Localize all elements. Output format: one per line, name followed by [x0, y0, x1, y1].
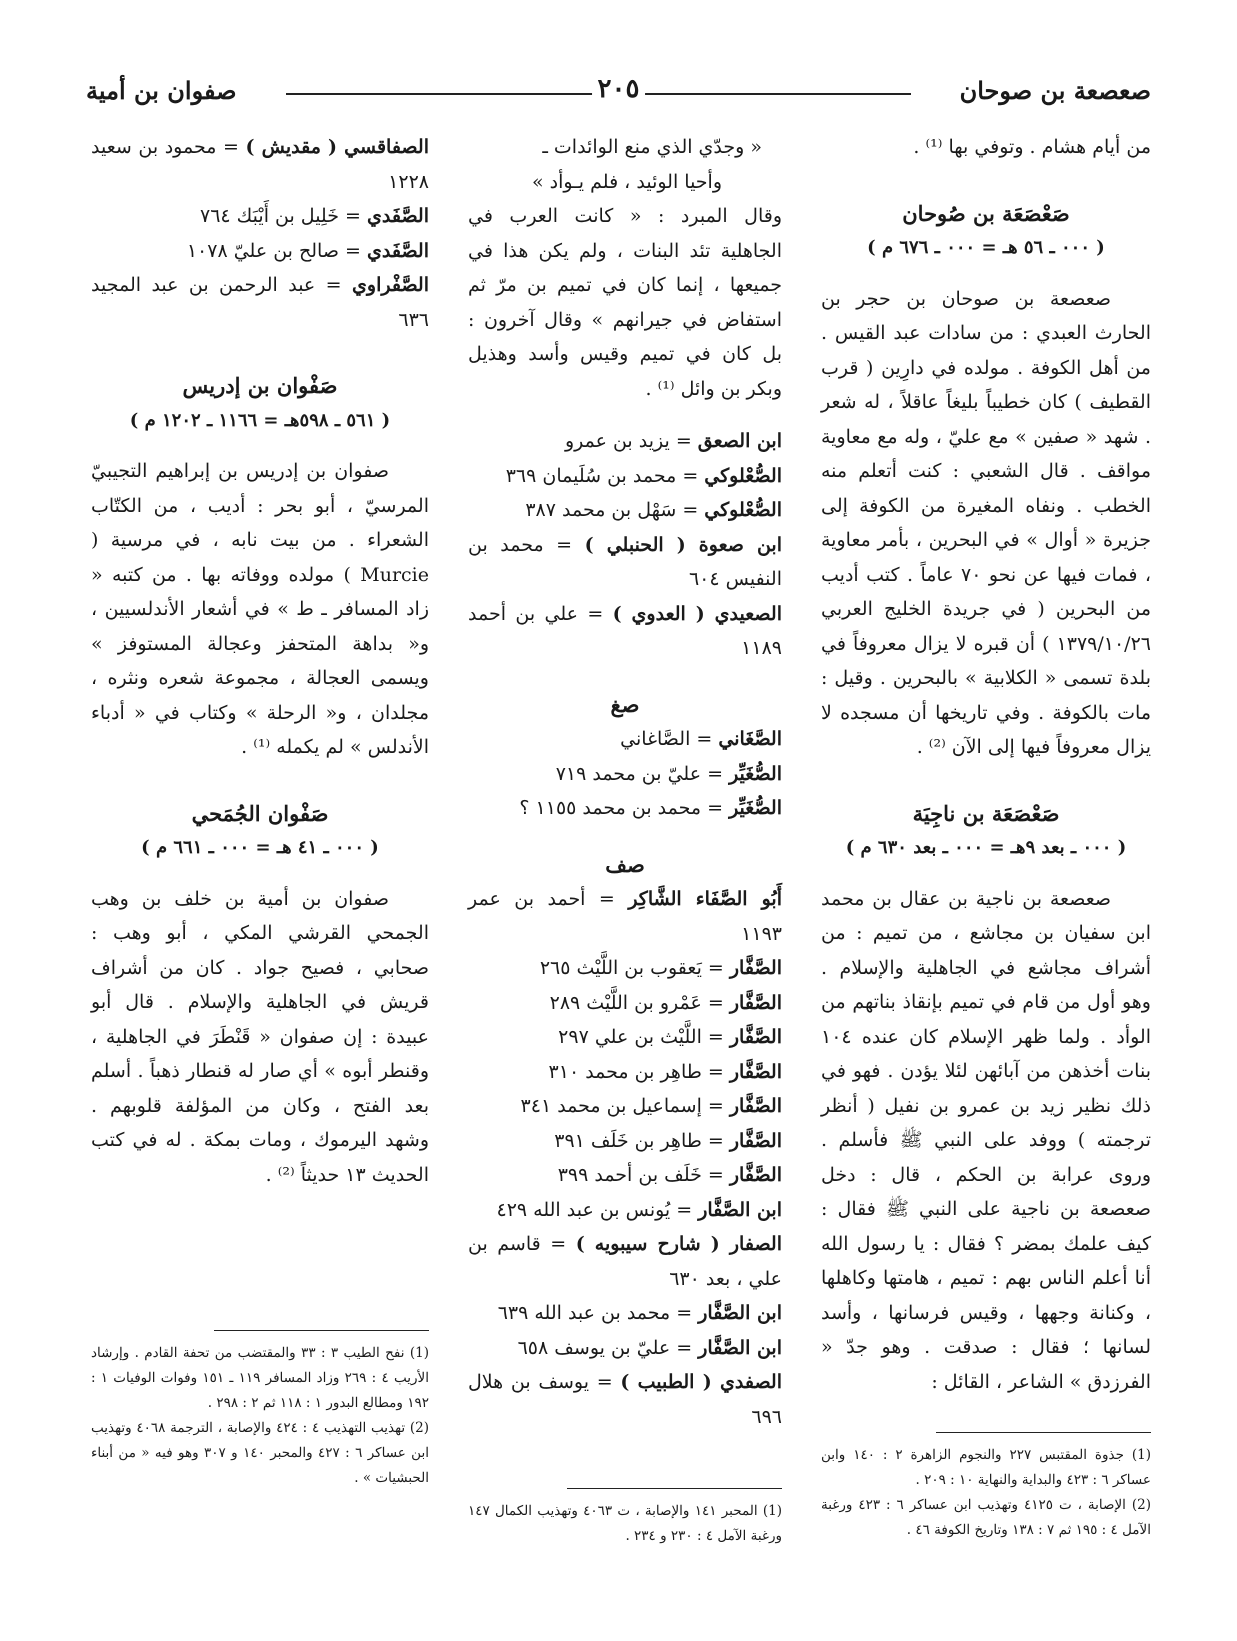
index-entry-ref: = إسماعيل بن محمد ٣٤١ — [520, 1095, 724, 1117]
entry-dates: ( ٠٠٠ ـ ٤١ هـ = ٠٠٠ ـ ٦٦١ م ) — [141, 837, 379, 858]
entry-title: صَعْصَعَة بن ناجِيَة — [912, 800, 1060, 826]
entry-dates: ( ٠٠٠ ـ بعد ٩هـ = ٠٠٠ ـ بعد ٦٣٠ م ) — [845, 837, 1127, 858]
index-entry-name: ابن صعوة ( الحنبلي ) — [584, 533, 782, 556]
index-entry — [468, 722, 782, 757]
footnote: (2) الإصابة ، ت ٤١٢٥ وتهذيب ابن عساكر ٦ : ٤٢٣ ورغبة الآمل ٤ : ١٩٥ ثم ٧ : ١٣٨ وتاريخ الكوفة ٤٦ . — [821, 1497, 1151, 1538]
running-header — [86, 74, 1151, 114]
entry-dates: ( ٠٠٠ ـ ٥٦ هـ = ٠٠٠ ـ ٦٧٦ م ) — [867, 237, 1105, 258]
header-left-title: صفوان بن أمية — [86, 76, 237, 105]
column-middle — [468, 130, 782, 1434]
header-rule-left — [286, 93, 601, 95]
index-list — [468, 882, 782, 1434]
index-entry — [468, 528, 782, 597]
index-entry — [468, 1055, 782, 1090]
index-entry-name: الصُّعْلوكي — [704, 499, 782, 521]
footnote-rule — [214, 1330, 429, 1331]
index-entry-ref: = أحمد بن عمر ١١٩٣ — [468, 888, 782, 945]
index-entry-name: الصَّفَّار — [729, 1026, 782, 1048]
index-entry-name: الصَّفَدي — [366, 239, 429, 262]
index-entry-name: الصُّغَيِّر — [729, 762, 782, 785]
index-entry — [468, 1124, 782, 1159]
index-entry — [468, 1331, 782, 1366]
index-entry — [468, 1089, 782, 1124]
index-entry-ref: = يَعقوب بن اللَّيْث ٢٦٥ — [539, 957, 724, 979]
index-entry-ref: = محمد بن سُلَيمان ٣٦٩ — [505, 464, 699, 487]
footnote: (1) نفح الطيب ٣ : ٣٣ والمقتضب من تحفة القادم . وإرشاد الأريب ٤ : ٢٦٩ وزاد المسافر ١١٩ ـ ١٥١ وفوات الوفيات ١ : ١٩٢ ومطالع البدور ١ : ١١٨ ثم ٢ : ٢٩٨ . — [91, 1345, 429, 1411]
continuation-text: من أيام هشام . وتوفي بها ⁽¹⁾ . — [913, 136, 1151, 158]
footnote: (1) جذوة المقتبس ٢٢٧ والنجوم الزاهرة ٢ : ١٤٠ وابن عساكر ٦ : ٤٢٣ والبداية والنهاية ١٠ : ٢٠٩ . — [821, 1447, 1151, 1488]
entry-title: صَفْوان بن إدريس — [182, 373, 338, 398]
index-entry-ref: = الصَّاغاني — [620, 728, 713, 750]
header-rule-right — [606, 93, 911, 95]
entry-body: صعصعة بن صوحان بن حجر بن الحارث العبدي : من سادات عبد القيس . من أهل الكوفة . مولده في دارِين ( قرب القطيف ) كان خطيباً بليغاً عاقلاً ، له شعر . شهد « صفين » مع عليّ ، وله مع معاوية مواقف . قال الشعبي : كنت أتعلم منه الخطب . ونفاه المغيرة من الكوفة إلى جزيرة « أوال » في البحرين ، بأمر معاوية ، فمات فيها عن نحو ٧٠ عاماً . كتب أديب من البحرين ( في جريدة الخليج العربي ١٣٧٩/١٠/٢٦ ) أن قبره لا يزال معروفاً في بلدة تسمى « الكلابية » بالبحرين . وقيل : مات بالكوفة . وفي تاريخها أن مسجده لا يزال معروفاً فيها إلى الآن ⁽²⁾ . — [821, 287, 1151, 758]
index-entry-name: الصعيدي ( العدوي ) — [612, 602, 782, 625]
index-entry — [468, 597, 782, 666]
footnotes-left — [91, 1330, 429, 1491]
index-entry-ref: = عليّ بن يوسف ٦٥٨ — [517, 1336, 693, 1359]
index-entry — [91, 234, 429, 269]
index-entry-ref: = يزيد بن عمرو — [564, 430, 692, 452]
index-entry-ref: = سَهْل بن محمد ٣٨٧ — [525, 499, 699, 521]
index-entry — [468, 986, 782, 1021]
section-heading: صغ — [610, 691, 640, 717]
index-entry — [468, 1193, 782, 1228]
index-entry-ref: = يُونس بن عبد الله ٤٢٩ — [496, 1198, 693, 1221]
index-entry-name: الصَّفَّار — [729, 957, 782, 979]
index-entry-name: ابن الصَّفَّار — [698, 1198, 782, 1221]
index-entry — [468, 1365, 782, 1434]
index-entry — [468, 459, 782, 494]
index-entry-ref: = علي بن أحمد ١١٨٩ — [468, 602, 782, 659]
index-entry-ref: = محمد بن عبد الله ٦٣٩ — [497, 1302, 693, 1324]
index-entry — [468, 493, 782, 528]
index-entry-ref: = اللَّيْث بن علي ٢٩٧ — [558, 1026, 724, 1048]
header-right-title: صعصعة بن صوحان — [959, 76, 1151, 105]
index-entry — [468, 424, 782, 459]
index-entry-name: الصُّغَيِّر — [729, 797, 782, 819]
index-entry-ref: = عَمْرو بن اللَّيْث ٢٨٩ — [549, 991, 724, 1014]
index-entry-ref: = محمود بن سعيد ١٢٢٨ — [91, 136, 429, 193]
footnotes-right — [821, 1432, 1151, 1543]
index-entry — [468, 757, 782, 792]
index-entry-name: الصَّفَّار — [729, 1095, 782, 1117]
index-entry-ref: = محمد بن محمد ١١٥٥ ؟ — [519, 797, 724, 819]
index-entry-name: الصَّفَّار — [729, 1164, 782, 1186]
index-entry-name: الصَّفَّار — [729, 1129, 782, 1152]
column-left — [91, 130, 429, 1192]
footnote-rule — [936, 1432, 1151, 1433]
footnotes-middle — [468, 1488, 782, 1549]
index-entry-ref: = طاهِر بن محمد ٣١٠ — [548, 1060, 724, 1083]
footnote-rule — [567, 1488, 782, 1489]
index-entry-name: الصُّعْلوكي — [704, 464, 782, 487]
footnote: (1) المحبر ١٤١ والإصابة ، ت ٤٠٦٣ وتهذيب الكمال ١٤٧ ورغبة الآمل ٤ : ٢٣٠ و ٢٣٤ . — [468, 1503, 782, 1544]
index-entry — [468, 1296, 782, 1331]
index-list — [91, 130, 429, 337]
verse-line: « وجدّي الذي منع الوائدات ـ — [542, 136, 762, 158]
index-entry-name: الصفار ( شارح سيبويه ) — [575, 1233, 783, 1255]
index-entry — [91, 130, 429, 199]
index-entry-name: أَبُو الصَّفَاء الشَّاكِر — [628, 888, 783, 910]
index-entry — [468, 1227, 782, 1296]
index-entry-ref: = طاهِر بن خَلَف ٣٩١ — [554, 1129, 724, 1152]
index-entry-ref: = خَلِيل بن أَيْبَك ٧٦٤ — [200, 205, 361, 227]
index-entry-ref: = عبد الرحمن بن عبد المجيد ٦٣٦ — [91, 274, 429, 331]
index-entry-name: ابن الصَّفَّار — [698, 1336, 782, 1359]
index-list — [468, 424, 782, 666]
index-entry-name: ابن الصَّفَّار — [698, 1302, 782, 1324]
index-entry-ref: = قاسم بن علي ، بعد ٦٣٠ — [468, 1233, 782, 1290]
index-entry-ref: = يوسف بن هلال ٦٩٦ — [468, 1371, 782, 1428]
index-entry-ref: = خَلَف بن أحمد ٣٩٩ — [557, 1164, 724, 1186]
entry-body: صفوان بن أمية بن خلف بن وهب الجمحي القرشي المكي ، أبو وهب : صحابي ، فصيح جواد . كان من أشراف قريش في الجاهلية والإسلام . قال أبو عبيدة : إن صفوان « قَنْطَرَ في الجاهلية ، وقنطر أبوه » أي صار له قنطار ذهباً . أسلم بعد الفتح ، وكان من المؤلفة قلوبهم . وشهد اليرموك ، ومات بمكة . له في كتب الحديث ١٣ حديثاً ⁽²⁾ . — [91, 887, 429, 1186]
index-entry-name: الصفاقسي ( مقديش ) — [245, 136, 429, 158]
index-entry — [468, 791, 782, 826]
page-number: ٢٠٥ — [592, 74, 646, 104]
index-list — [468, 722, 782, 826]
verse-line: وأحيا الوئيد ، فلم يـوأد » — [532, 170, 722, 193]
index-entry — [468, 1020, 782, 1055]
entry-body: صعصعة بن ناجية بن عقال بن محمد ابن سفيان بن مجاشع ، من تميم : من أشراف مجاشع في الجاهلية والإسلام . وهو أول من قام في تميم بإنقاذ بناتهم من الوأد . ولما ظهر الإسلام كان عنده ١٠٤ بنات أخذهن من آبائهن لئلا يؤدن . فهو في ذلك نظير زيد بن عمرو بن نفيل ( أنظر ترجمته ) ووفد على النبي ﷺ فأسلم . وروى عرابة بن الحكم ، قال : دخل صعصعة بن ناجية على النبي ﷺ فقال : كيف علمك بمضر ؟ فقال : يا رسول الله أنا أعلم الناس بهم : تميم ، هامتها وكاهلها ، وكنانة وجهها ، وقيس فرسانها ، وأسد لسانها ؛ فقال : صدقت . وهو جدّ « الفرزدق » الشاعر ، القائل : — [821, 887, 1151, 1393]
index-entry-name: الصَّفَّار — [729, 991, 782, 1014]
footnote: (2) تهذيب التهذيب ٤ : ٤٢٤ والإصابة ، الترجمة ٤٠٦٨ وتهذيب ابن عساكر ٦ : ٤٢٧ والمحبر ١٤٠ و ٣٠٧ وهو فيه « من أبناء الحبشيات » . — [91, 1420, 430, 1486]
index-entry-ref: = عليّ بن محمد ٧١٩ — [555, 762, 724, 785]
index-entry-ref: = صالح بن عليّ ١٠٧٨ — [186, 239, 361, 262]
index-entry — [468, 951, 782, 986]
index-entry-name: الصفدي ( الطبيب ) — [620, 1371, 782, 1393]
entry-title: صَفْوان الجُمَحي — [191, 800, 329, 826]
index-entry — [91, 199, 429, 234]
entry-dates: ( ٥٦١ ـ ٥٩٨هـ = ١١٦٦ ـ ١٢٠٢ م ) — [129, 409, 391, 431]
entry-title: صَعْصَعَة بن صُوحان — [902, 200, 1070, 226]
index-entry-name: الصَّغَاني — [718, 728, 782, 750]
index-entry-name: الصَّفْراوي — [352, 274, 429, 296]
index-entry-name: الصَّفَّار — [729, 1060, 782, 1083]
entry-body: وقال المبرد : « كانت العرب في الجاهلية تئد البنات ، ولم يكن هذا في جميعها ، إنما كان في تميم بن مرّ ثم استفاض في جيرانهم » وقال آخرون : بل كان في تميم وقيس وأسد وهذيل وبكر بن وائل ⁽¹⁾ . — [468, 205, 782, 400]
index-entry-ref: = محمد بن النفيس ٦٠٤ — [468, 533, 782, 590]
index-entry — [468, 1158, 782, 1193]
index-entry-name: ابن الصعق — [697, 430, 782, 452]
section-heading: صف — [605, 851, 645, 877]
index-entry — [468, 882, 782, 951]
index-entry-name: الصَّفَدي — [366, 205, 429, 227]
column-right — [821, 130, 1151, 1399]
entry-body: صفوان بن إدريس بن إبراهيم التجيبيّ المرسيّ ، أبو بحر : أديب ، من الكتّاب الشعراء . من بيت نابه ، في مرسية ( Murcie ) مولده ووفاته بها . من كتبه « زاد المسافر ـ ط » في أشعار الأندلسيين ، و« بداهة المتحفز وعجالة المستوفز » ويسمى العجالة ، مجموعة شعره ونثره ، مجلدان ، و« الرحلة » وكتاب في « أدباء الأندلس » لم يكمله ⁽¹⁾ . — [91, 460, 429, 758]
index-entry — [91, 268, 429, 337]
